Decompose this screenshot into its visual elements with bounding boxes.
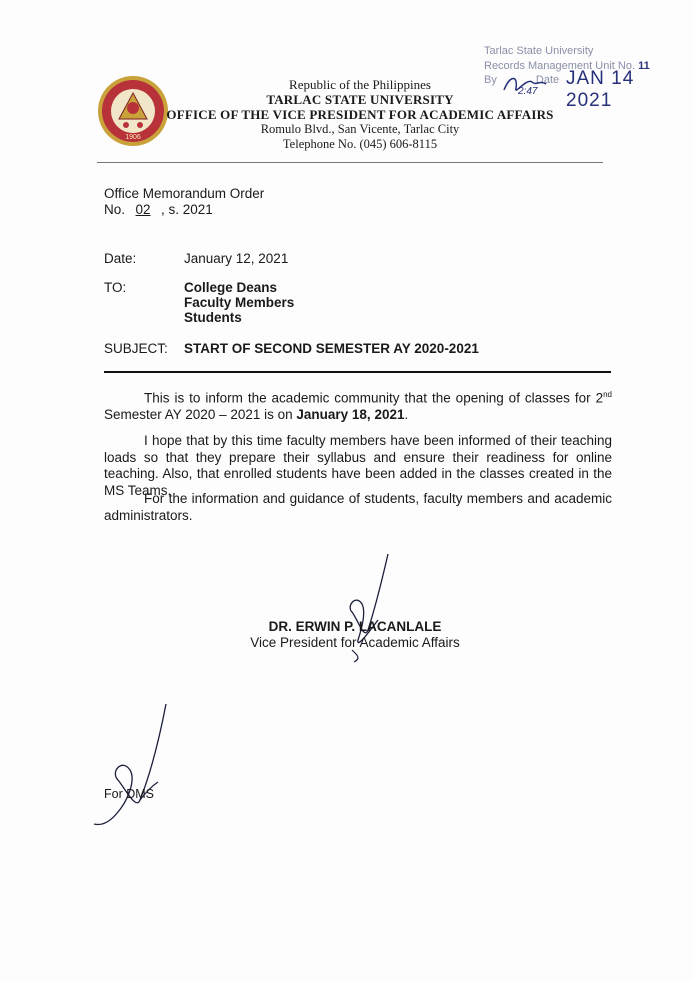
stamp-unit-no: 11 <box>638 60 650 72</box>
university-name: TARLAC STATE UNIVERSITY <box>266 92 454 107</box>
subject-divider <box>104 371 611 373</box>
subject-label: SUBJECT: <box>104 341 168 356</box>
stamp-date: JAN 14 2021 <box>566 68 635 111</box>
memo-order-title: Office Memorandum Order <box>104 186 265 201</box>
signatory-title: Vice President for Academic Affairs <box>250 635 460 650</box>
recipient-students: Students <box>184 310 242 325</box>
stamp-line-3: By Date <box>484 74 560 86</box>
stamp-time: 2:47 <box>518 86 538 97</box>
signatory-name: DR. ERWIN P. LACANLALE <box>268 619 442 634</box>
stamp-line-2: Records Management Unit No. 11 <box>484 60 650 72</box>
header-divider <box>97 162 603 163</box>
to-label: TO: <box>104 280 127 295</box>
memo-order-number: No. 02 , s. 2021 <box>104 202 213 217</box>
dms-signature <box>88 700 178 830</box>
subject-value: START OF SECOND SEMESTER AY 2020-2021 <box>184 341 479 356</box>
for-dms-note: For DMS <box>104 787 154 801</box>
telephone-line: Telephone No. (045) 606-8115 <box>282 137 438 151</box>
office-name: OFFICE OF THE VICE PRESIDENT FOR ACADEMIC AFFAIRS <box>166 107 554 122</box>
republic-line: Republic of the Philippines <box>289 77 431 92</box>
body-paragraph-2: I hope that by this time faculty members have been informed of their teaching loads so that they prepare their syllabus and ensure their readiness for online teaching. Also, that enrolled students have been added in the classes created in the MS Teams. <box>104 433 612 498</box>
address-line: Romulo Blvd., San Vicente, Tarlac City <box>260 122 460 136</box>
signature-block <box>240 619 470 651</box>
recipient-faculty-members: Faculty Members <box>184 295 295 310</box>
date-label: Date: <box>104 251 137 266</box>
date-value: January 12, 2021 <box>184 251 289 266</box>
stamp-initial-signature <box>500 70 550 100</box>
stamp-line-1: Tarlac State University <box>484 45 594 57</box>
svg-text:1906: 1906 <box>125 134 141 141</box>
recipient-college-deans: College Deans <box>184 280 278 295</box>
body-paragraph-3: For the information and guidance of students, faculty members and academic administrators. <box>104 491 612 523</box>
order-number-value: 02 <box>135 202 151 217</box>
body-paragraph-1: This is to inform the academic community that the opening of classes for 2nd Semester AY 2020 – 2021 is on January 18, 2021. <box>104 390 612 422</box>
